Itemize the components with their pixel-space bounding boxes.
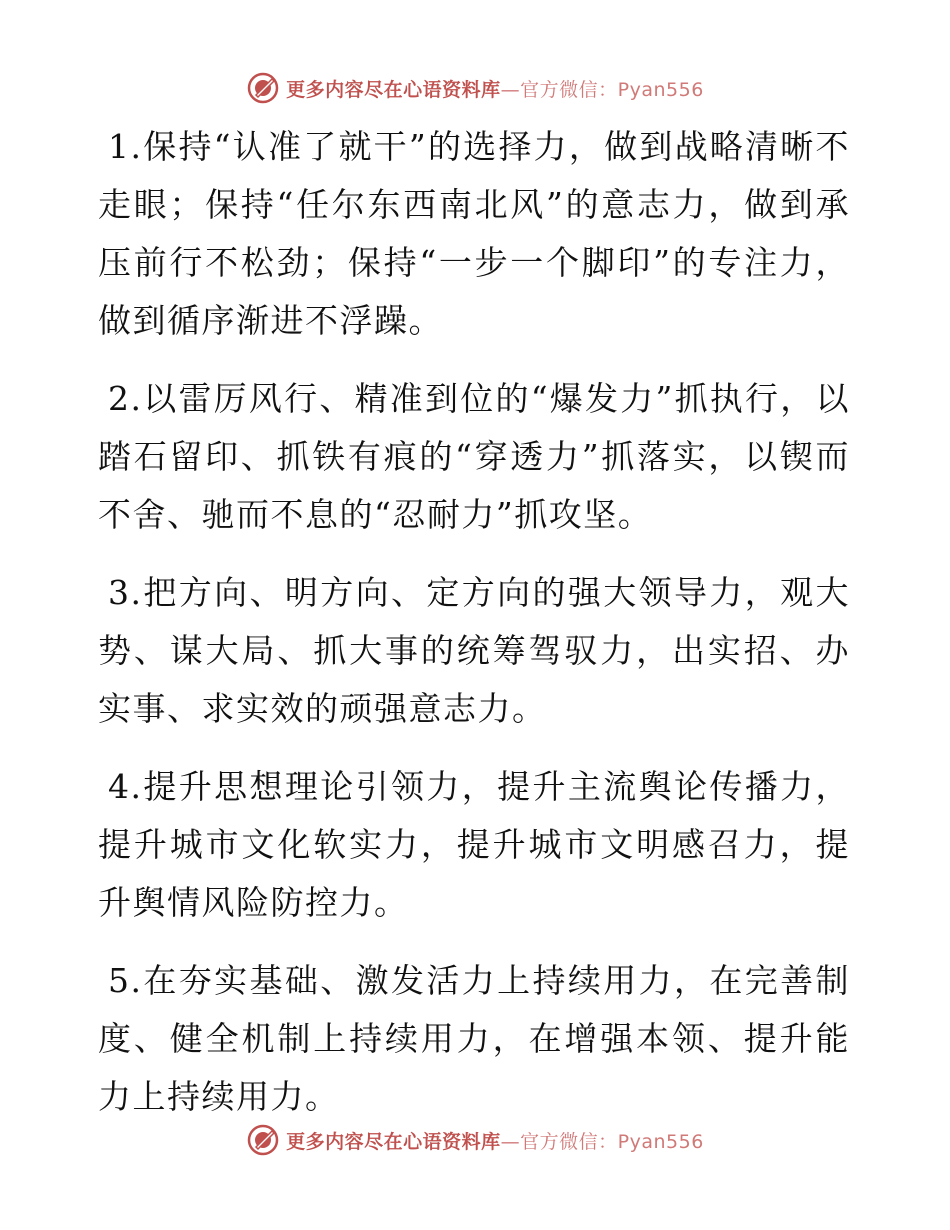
paragraph-3: 3.把方向、明方向、定方向的强大领导力，观大势、谋大局、抓大事的统筹驾驭力，出实招、办实事、求实效的顽强意志力。 [98,573,850,728]
paragraph-1: 1.保持“认准了就干”的选择力，做到战略清晰不走眼；保持“任尔东西南北风”的意志力，做到承压前行不松劲；保持“一步一个脚印”的专注力，做到循序渐进不浮躁。 [98,127,850,340]
footer-banner [0,1120,950,1160]
banner-text [286,75,704,102]
banner-text [286,1127,704,1154]
paragraph-2: 2.以雷厉风行、精准到位的“爆发力”抓执行，以踏石留印、抓铁有痕的“穿透力”抓落实，以锲而不舍、驰而不息的“忍耐力”抓攻坚。 [98,379,850,534]
paragraph-4: 4.提升思想理论引领力，提升主流舆论传播力，提升城市文化软实力，提升城市文明感召力，提升舆情风险防控力。 [98,767,850,922]
banner-contact: —官方微信：Pyan556 [500,1130,704,1153]
banner-contact: —官方微信：Pyan556 [500,78,704,101]
header-banner [0,68,950,108]
pen-logo-icon [246,1123,280,1157]
paragraph-5: 5.在夯实基础、激发活力上持续用力，在完善制度、健全机制上持续用力，在增强本领、提升能力上持续用力。 [98,961,850,1116]
banner-site: 更多内容尽在心语资料库 [286,78,501,101]
document-body [98,118,850,1146]
pen-logo-icon [246,71,280,105]
banner-site: 更多内容尽在心语资料库 [286,1130,501,1153]
